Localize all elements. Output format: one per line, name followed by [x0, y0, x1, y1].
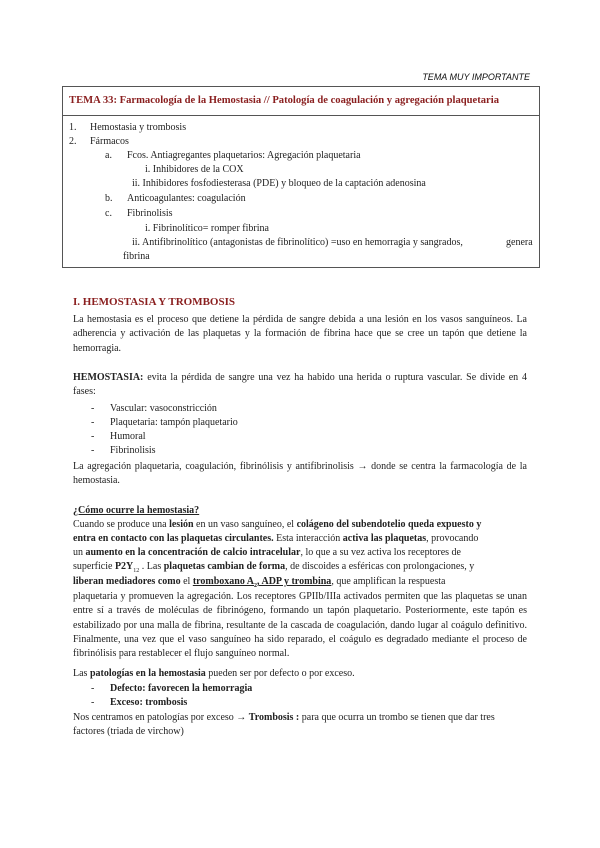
text-run: , provocando	[426, 533, 479, 544]
toc-title	[69, 95, 499, 106]
phase-item: Humoral	[110, 431, 146, 442]
toc-item-b: Anticoagulantes: coagulación	[127, 193, 246, 204]
summary-paragraph: La agregación plaquetaria, coagulación, fibrinólisis y antifibrinolisis → donde se centra la farmacología de la hemostasia.	[73, 461, 527, 487]
text-run: , ADP y trombina	[257, 576, 332, 587]
phase-bullet: -	[91, 403, 95, 414]
phase-item: Fibrinolisis	[110, 445, 156, 456]
document-tag: TEMA MUY IMPORTANTE	[422, 72, 530, 82]
toc-item-a-i: i. Inhibidores de la COX	[145, 164, 244, 175]
text-run: en un vaso sanguíneo, el	[193, 519, 297, 530]
text-run: Cuando se produce una	[73, 519, 170, 530]
text-run: colágeno del subendotelio queda expuesto y	[296, 519, 482, 530]
section-heading: I. HEMOSTASIA Y TROMBOSIS	[73, 296, 235, 308]
text-run: Nos centramos en patologías por exceso →	[73, 712, 249, 723]
toc-num-a: a.	[105, 150, 112, 161]
text-run: . Las	[139, 561, 164, 572]
toc-item-c-ii-wrap: fibrina	[123, 251, 150, 262]
thrombosis-paragraph	[73, 711, 527, 740]
text-run: , que amplifican la respuesta	[331, 576, 446, 587]
toc-header	[63, 87, 539, 116]
text-run: plaquetas cambian de forma	[163, 561, 286, 572]
toc-num-c: c.	[105, 208, 112, 219]
toc-title-prefix: TEMA 33:	[69, 95, 117, 106]
toc-item-a-ii: ii. Inhibidores fosfodiesterasa (PDE) y bloqueo de la captación adenosina	[132, 178, 426, 189]
text-run: aumento en la concentración de calcio intracelular	[85, 547, 301, 558]
text-run: para que ocurra un trombo se tienen que dar tres factores (triada de virchow)	[73, 712, 495, 738]
toc-title-text: Farmacología de la Hemostasia // Patología de coagulación y agregación plaquetaria	[116, 95, 500, 106]
text-run: lesión	[169, 519, 194, 530]
text-run: entra en contacto con las plaquetas circulantes.	[73, 533, 274, 544]
hemostasia-label: HEMOSTASIA:	[73, 372, 144, 383]
text-run: Las	[73, 668, 90, 679]
hemostasis-line-1	[73, 519, 481, 530]
toc-num-1: 1.	[69, 122, 77, 133]
phase-bullet: -	[91, 445, 95, 456]
phase-bullet: -	[91, 431, 95, 442]
text-run: patologías en la hemostasia	[89, 668, 206, 679]
hemostasis-paragraph-rest: plaquetaria y promueven la agregación. Los receptores GPIIb/IIIa activados permiten que las plaquetas se unan entre sí a través de moléculas de fibrinógeno, formando un tapón plaquetario. Posteriormente, este tapón es estabilizado por una malla de fibrina, resultante de la cascada de coagulación, dando lugar al coágulo definitivo. Finalmente, una vez que el vaso sanguíneo ha sido reparado, el coágulo es degradado mediante el proceso de fibrinólisis para restablecer el flujo sanguíneo normal.	[73, 591, 527, 660]
toc-num-2: 2.	[69, 136, 77, 147]
toc-item-c: Fibrinolisis	[127, 208, 173, 219]
text-run: un	[73, 547, 86, 558]
toc-item-c-i: i. Fibrinolítico= romper fibrina	[145, 223, 269, 234]
toc-item-c-ii: ii. Antifibrinolítico (antagonistas de fibrinolítico) =uso en hemorragia y sangrados,	[132, 237, 463, 248]
text-run: Trombosis :	[248, 712, 300, 723]
text-sub: 2	[254, 583, 258, 589]
pathology-bullet: -	[91, 697, 95, 708]
pathology-intro	[73, 668, 355, 679]
text-run: superficie	[73, 561, 115, 572]
pathology-item: Exceso: trombosis	[110, 697, 188, 708]
hemostasia-paragraph	[73, 371, 527, 400]
hemostasis-line-4	[73, 561, 474, 574]
hemostasis-line-3	[73, 547, 461, 558]
phase-item: Plaquetaria: tampón plaquetario	[110, 417, 238, 428]
text-sub: 12	[133, 568, 140, 574]
phase-bullet: -	[91, 417, 95, 428]
text-run: , lo que a su vez activa los receptores de	[300, 547, 461, 558]
text-run: tromboxano A	[192, 576, 255, 587]
toc-num-b: b.	[105, 193, 113, 204]
text-run: P2Y	[114, 561, 134, 572]
toc-item-2: Fármacos	[90, 136, 129, 147]
intro-paragraph: La hemostasia es el proceso que detiene la pérdida de sangre debida a una lesión en los vasos sanguíneos. La adherencia y activación de las plaquetas y la formación de fibrina hace que se cree un tapón que detiene la hemorragia.	[73, 314, 527, 354]
phase-item: Vascular: vasoconstricción	[110, 403, 217, 414]
toc-box	[62, 86, 540, 268]
question-heading: ¿Cómo ocurre la hemostasia?	[73, 505, 200, 516]
text-run: el	[180, 576, 193, 587]
pathology-bullet: -	[91, 683, 95, 694]
hemostasis-line-5	[73, 576, 445, 589]
hemostasia-text: evita la pérdida de sangre una vez ha habido una herida o ruptura vascular. Se divide en 4 fases:	[73, 372, 527, 398]
toc-item-1: Hemostasia y trombosis	[90, 122, 187, 133]
text-run: activa las plaquetas	[342, 533, 427, 544]
text-run: Esta interacción	[273, 533, 343, 544]
text-run: pueden ser por defecto o por exceso.	[205, 668, 355, 679]
text-run: , de discoides a esféricas con prolongaciones, y	[285, 561, 475, 572]
text-run: liberan mediadores como	[73, 576, 181, 587]
toc-item-a: Fcos. Antiagregantes plaquetarios: Agregación plaquetaria	[127, 150, 361, 161]
pathology-item: Defecto: favorecen la hemorragia	[110, 683, 253, 694]
hemostasis-line-2	[73, 533, 478, 544]
toc-item-c-ii-tail: genera	[506, 237, 533, 248]
